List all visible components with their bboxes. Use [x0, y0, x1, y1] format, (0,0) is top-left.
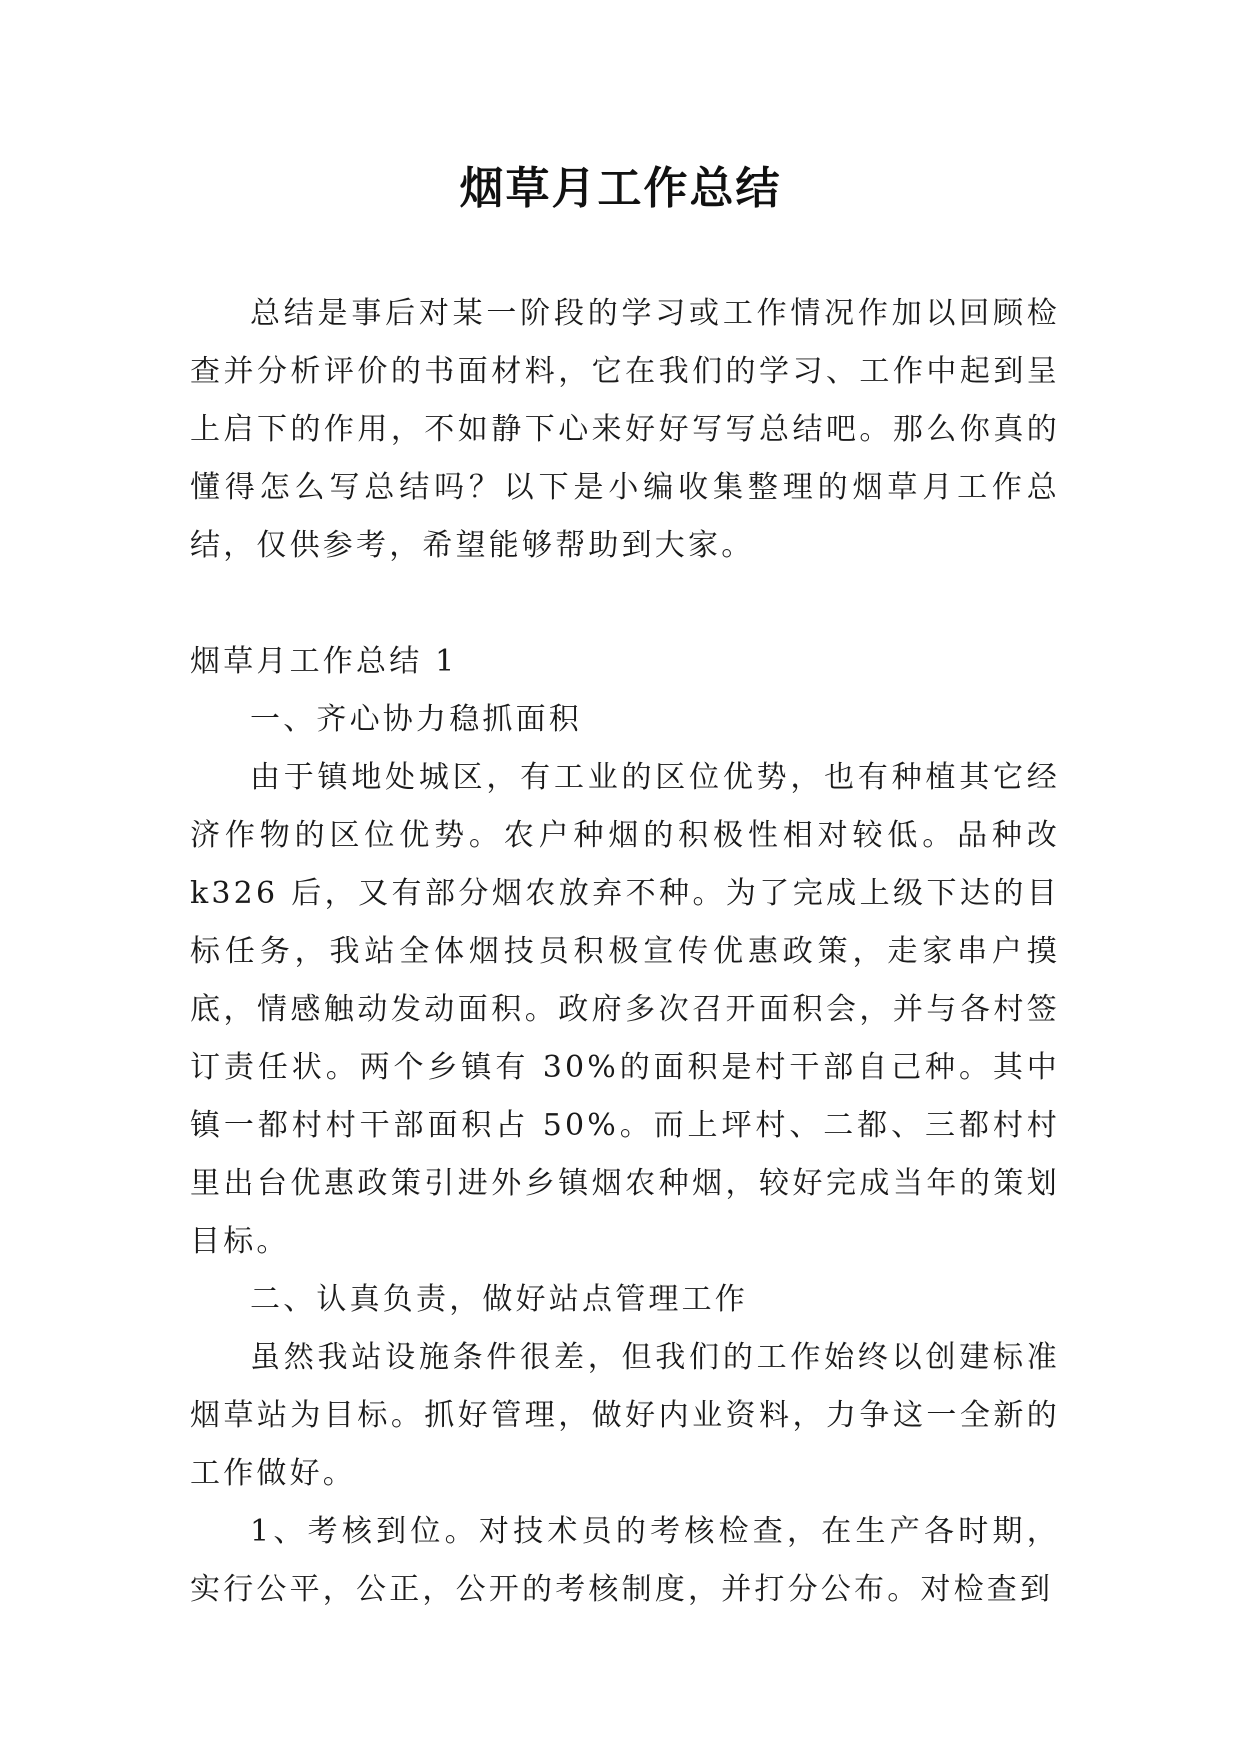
subsection-heading: 二、认真负责，做好站点管理工作: [250, 1282, 748, 1317]
section-heading: 烟草月工作总结 1: [190, 644, 458, 679]
body-paragraph: 由于镇地处城区，有工业的区位优势，也有种植其它经济作物的区位优势。农户种烟的积极性相对较低。品种改 k326 后，又有部分烟农放弃不种。为了完成上级下达的目标任务，我站全体烟技员积极宣传优惠政策，走家串户摸底，情感触动发动面积。政府多次召开面积会，并与各村签订责任状。两个乡镇有 30%的面积是村干部自己种。其中镇一都村村干部面积占 50%。而上坪村、二都、三都村村里出台优惠政策引进外乡镇烟农种烟，较好完成当年的策划目标。: [190, 760, 1060, 1259]
intro-paragraph: 总结是事后对某一阶段的学习或工作情况作加以回顾检查并分析评价的书面材料，它在我们的学习、工作中起到呈上启下的作用，不如静下心来好好写写总结吧。那么你真的懂得怎么写总结吗？以下是小编收集整理的烟草月工作总结，仅供参考，希望能够帮助到大家。: [190, 296, 1060, 563]
body-paragraph: 虽然我站设施条件很差，但我们的工作始终以创建标准烟草站为目标。抓好管理，做好内业资料，力争这一全新的工作做好。: [190, 1340, 1060, 1491]
document-title: 烟草月工作总结: [459, 163, 782, 214]
document-body: [190, 285, 1060, 1619]
body-paragraph: 1、考核到位。对技术员的考核检查，在生产各时期，实行公平，公正，公开的考核制度，并打分公布。对检查到: [190, 1514, 1060, 1607]
subsection-heading: 一、齐心协力稳抓面积: [250, 702, 582, 737]
